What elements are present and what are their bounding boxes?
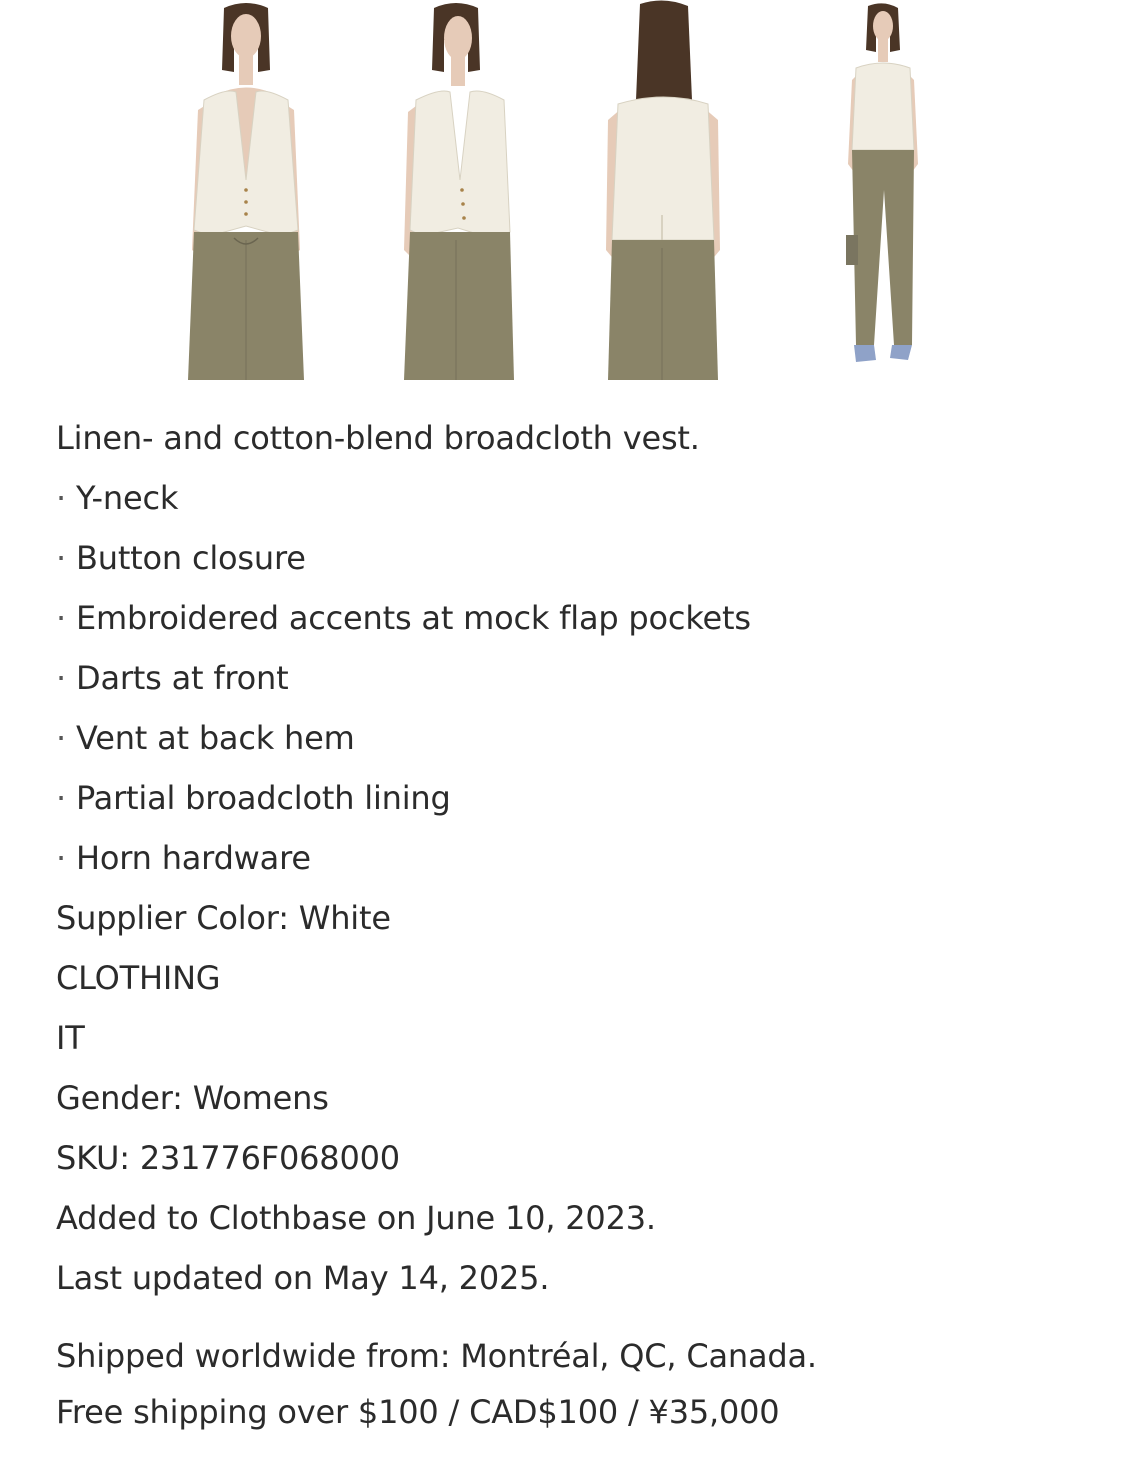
model-full-figure: [826, 0, 926, 380]
feature-text: Embroidered accents at mock flap pockets: [76, 599, 751, 637]
feature-item: [56, 528, 1096, 588]
feature-text: Darts at front: [76, 659, 289, 697]
feature-item: [56, 768, 1096, 828]
product-category: CLOTHING: [56, 959, 221, 997]
bullet-marker: ·: [56, 599, 66, 637]
product-image-side[interactable]: [400, 0, 515, 380]
bullet-marker: ·: [56, 659, 66, 697]
feature-list: [56, 468, 1096, 888]
bullet-marker: ·: [56, 539, 66, 577]
bullet-marker: ·: [56, 479, 66, 517]
feature-text: Horn hardware: [76, 839, 311, 877]
model-front-figure: [186, 0, 306, 380]
feature-text: Button closure: [76, 539, 306, 577]
added-date: Added to Clothbase on June 10, 2023.: [56, 1199, 656, 1237]
supplier-color: Supplier Color: White: [56, 899, 391, 937]
product-gender: Gender: Womens: [56, 1079, 329, 1117]
feature-item: [56, 588, 1096, 648]
product-details: [56, 408, 1096, 1308]
feature-item: [56, 708, 1096, 768]
free-shipping-threshold: Free shipping over $100 / CAD$100 / ¥35,000: [56, 1393, 780, 1431]
feature-text: Y-neck: [76, 479, 179, 517]
product-image-gallery: [0, 0, 1125, 380]
bullet-marker: ·: [56, 839, 66, 877]
feature-item: [56, 828, 1096, 888]
feature-item: [56, 648, 1096, 708]
product-sku: SKU: 231776F068000: [56, 1139, 400, 1177]
feature-item: [56, 468, 1096, 528]
product-image-front[interactable]: [186, 0, 306, 380]
shipping-info: [56, 1328, 1096, 1440]
product-origin: IT: [56, 1019, 85, 1057]
model-side-figure: [400, 0, 515, 380]
bullet-marker: ·: [56, 779, 66, 817]
updated-date: Last updated on May 14, 2025.: [56, 1259, 550, 1297]
bullet-marker: ·: [56, 719, 66, 757]
feature-text: Vent at back hem: [76, 719, 355, 757]
feature-text: Partial broadcloth lining: [76, 779, 451, 817]
product-image-full-length[interactable]: [826, 0, 926, 380]
product-description: Linen- and cotton-blend broadcloth vest.: [56, 419, 700, 457]
shipping-origin: Shipped worldwide from: Montréal, QC, Canada.: [56, 1337, 817, 1375]
model-back-figure: [604, 0, 722, 380]
product-image-back[interactable]: [604, 0, 722, 380]
